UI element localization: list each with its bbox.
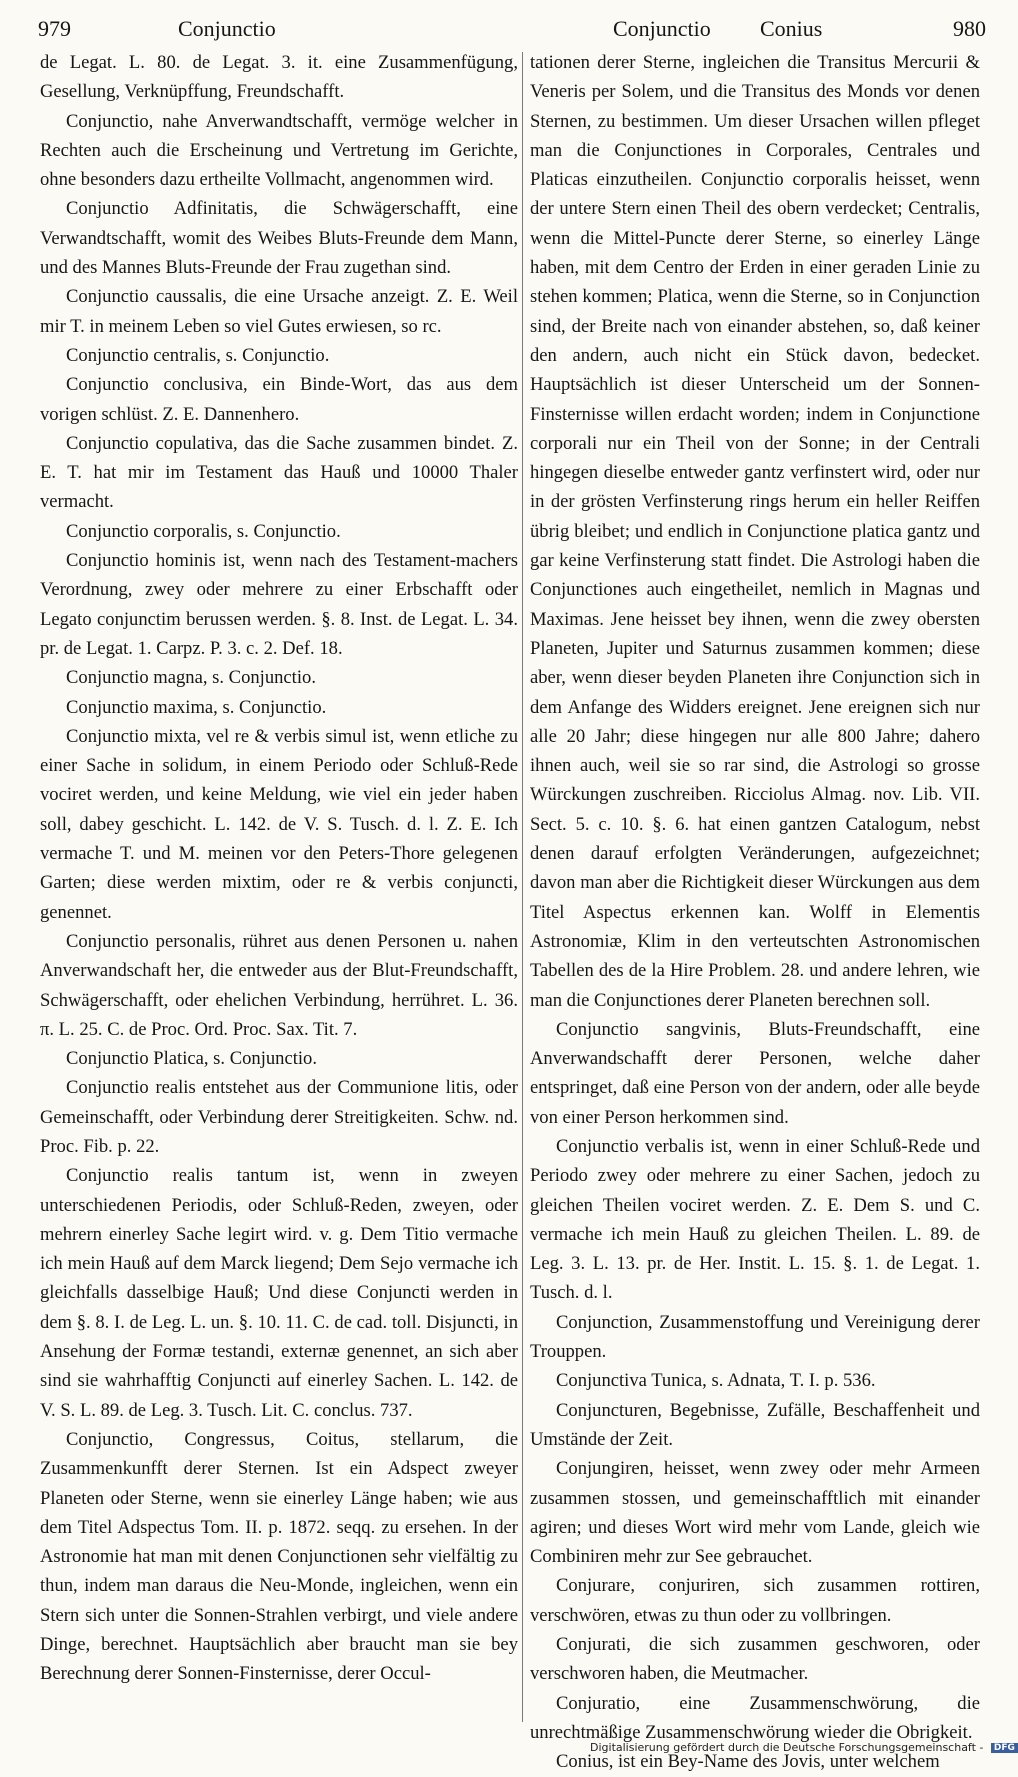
entry-paragraph: Conjunctio mixta, vel re & verbis simul ist, wenn etliche zu einer Sache in solidum, in einem Periodo oder Schluß-Rede vociret werden, und keine Meldung, wie viel ein jeder haben soll, dabey geschicht. L. 142. de V. S. Tusch. d. l. Z. E. Ich vermache T. und M. meinen vor den Peters-Thore gelegenen Garten; diese werden mixtim, oder re & verbis conjuncti, genennet. [40,725,518,923]
dfg-logo-badge: DFG [991,1743,1018,1753]
entry-paragraph: Conjurati, die sich zusammen geschworen, oder verschworen haben, die Meutmacher. [530,1634,980,1685]
entry-paragraph: Conjunctio hominis ist, wenn nach des Testament-machers Verordnung, zwey oder mehrere zu einer Erbschafft oder Legato conjunctim berussen werden. §. 8. Inst. de Legat. L. 34. pr. de Legat. 1. Carpz. P. 3. c. 2. Def. 18. [40,550,518,659]
entry-paragraph: tationen derer Sterne, ingleichen die Transitus Mercurii & Veneris per Solem, und die Transitus des Monds vor denen Sternen, zu bestimmen. Um dieser Ursachen willen pfleget man die Conjunctiones in Corporales, Centrales und Platicas einzutheilen. Conjunctio corporalis heisset, wenn der untere Stern einen Theil des obern verdecket; Centralis, wenn die Mittel-Puncte derer Sterne, so einerley Länge haben, mit dem Centro der Erden in einer geraden Linie zu stehen kommen; Platica, wenn die Sterne, so in Conjunction sind, der Breite nach von einander abstehen, so, daß keiner den andern, auch nicht ein Stück davon, bedecket. Hauptsächlich ist dieser Unterscheid um der Sonnen-Finsternisse willen erdacht worden; indem in Conjunctione corporali nur ein Theil von der Sonne; in der Centrali hingegen dieselbe entweder gantz verfinstert wird, oder nur in der grösten Verfinsterung rings herum ein heller Reiffen übrig bleibet; und endlich in Conjunctione platica gantz und gar keine Verfinsterung statt findet. Die Astrologi haben die Conjunctiones auch eingetheilet, nemlich in Magnas und Maximas. Jene heisset bey ihnen, wenn die zwey obersten Planeten, Jupiter und Saturnus zusammen kommen; diese aber, wenn dieser beyden Planeten ihre Conjunction sich in dem Anfange des Widders ereignet. Jene ereignen sich nur alle 20 Jahr; diese hingegen nur alle 800 Jahre; dahero ihnen auch, weil sie so rar sind, die Astrologi so grosse Würckungen zuschreiben. Ricciolus Almag. nov. Lib. VII. Sect. 5. c. 10. §. 6. hat einen gantzen Catalogum, nebst denen darauf erfolgten Veränderungen, aufgezeichnet; davon man aber die Richtigkeit dieser Würckungen aus dem Titel Aspectus erkennen kan. Wolff in Elementis Astronomiæ, Klim in den verteutschten Astronomischen Tabellen des de la Hire Problem. 28. und andere lehren, wie man die Conjunctiones derer Planeten berechnen soll. [530,52,980,1011]
right-running-title: Conjunctio [613,16,711,41]
entry-paragraph: Conjunctio, Congressus, Coitus, stellarum, die Zusammenkunfft derer Sternen. Ist ein Adspect zweyer Planeten oder Sterne, wenn sie einerley Länge haben; wie aus dem Titel Adspectus Tom. II. p. 1872. seqq. zu ersehen. In der Astronomie hat man mit denen Conjunctionen sehr vielfältig zu thun, indem man daraus die Neu-Monde, ingleichen, wenn ein Stern sich unter die Sonnen-Strahlen verbirgt, und viele andere Dinge, berechnet. Hauptsächlich aber braucht man sie bey Berechnung derer Sonnen-Finsternisse, derer Occul- [40,1428,518,1685]
entry-paragraph: Conjunction, Zusammenstoffung und Vereinigung derer Trouppen. [530,1311,980,1363]
entry-paragraph: Conjunctio, nahe Anverwandtschafft, vermöge welcher in Rechten auch die Erscheinung und Vertretung im Gerichte, ohne besonders dazu ertheilte Vollmacht, angenommen wird. [40,110,518,191]
entry-paragraph: Conjunctio Platica, s. Conjunctio. [66,1048,317,1070]
left-running-title: Conjunctio [178,16,276,41]
entry-paragraph: Conjunctio magna, s. Conjunctio. [66,667,316,689]
entry-paragraph: Conjunctio realis entstehet aus der Communione litis, oder Gemeinschafft, oder Verbindung derer Streitigkeiten. Schw. nd. Proc. Fib. p. 22. [40,1077,518,1157]
entry-paragraph: Conjunctio caussalis, die eine Ursache anzeigt. Z. E. Weil mir T. in meinem Leben so viel Gutes erwiesen, so rc. [40,286,518,337]
entry-paragraph: Conjunctio conclusiva, ein Binde-Wort, das aus dem vorigen schlüst. Z. E. Dannenhero. [40,374,518,425]
right-catchword: Conius [760,16,823,41]
entry-paragraph: Conjunctio maxima, s. Conjunctio. [66,696,327,718]
right-page-number: 980 [953,16,986,41]
column-divider [522,52,523,1722]
left-page-number: 979 [38,16,71,41]
entry-paragraph: Conjuncturen, Begebnisse, Zufälle, Beschaffenheit und Umstände der Zeit. [530,1399,980,1450]
entry-paragraph: Conjunctiva Tunica, s. Adnata, T. I. p. 536. [556,1370,876,1392]
footer-text: Digitalisierung gefördert durch die Deutsche Forschungsgemeinschaft - [590,1741,984,1754]
entry-paragraph: Conjunctio realis tantum ist, wenn in zweyen unterschiedenen Periodis, oder Schluß-Reden, zweyen, oder mehrern einerley Sache legirt wird. v. g. Dem Titio vermache ich mein Hauß auf dem Marck liegend; Dem Sejo vermache ich gleichfalls dasselbige Hauß; Und diese Conjuncti werden in dem §. 8. I. de Leg. L. un. §. 10. 11. C. de cad. toll. Disjuncti, in Ansehung der Formæ testandi, externæ genennet, an sich aber sind sie wahrhafftig Conjuncti auf einerley Sachen. L. 142. de V. S. L. 89. de Leg. 3. Tusch. Lit. C. conclus. 737. [40,1165,518,1421]
left-column [40,48,518,1728]
page-header [38,14,986,50]
entry-paragraph: Conjuratio, eine Zusammenschwörung, die unrechtmäßige Zusammenschwörung wieder die Obrigkeit. [530,1692,980,1743]
entry-paragraph: Conjunctio personalis, rühret aus denen Personen u. nahen Anverwandschaft her, die entweder aus der Blut-Freundschafft, Schwägerschafft, oder ehelichen Verbindung, herrühret. L. 36. π. L. 25. C. de Proc. Ord. Proc. Sax. Tit. 7. [40,930,518,1040]
entry-paragraph: Conjunctio verbalis ist, wenn in einer Schluß-Rede und Periodo zwey oder mehrere zu einer Sachen, jedoch zu gleichen Theilen vociret werden. Z. E. Dem S. und C. vermache ich mein Hauß zu gleichen Theilen. L. 89. de Leg. 3. L. 13. pr. de Her. Instit. L. 15. §. 1. de Legat. 1. Tusch. d. l. [530,1135,980,1304]
entry-paragraph: Conius, ist ein Bey-Name des Jovis, unter welchem [556,1751,940,1773]
digitization-footer [590,1741,1018,1754]
entry-paragraph: Conjurare, conjuriren, sich zusammen rottiren, verschwören, etwas zu thun oder zu vollbringen. [530,1575,980,1626]
entry-paragraph: Conjunctio centralis, s. Conjunctio. [66,344,330,366]
entry-paragraph: Conjunctio Adfinitatis, die Schwägerschafft, eine Verwandtschafft, womit des Weibes Bluts-Freunde dem Mann, und des Mannes Bluts-Freunde der Frau zugethan sind. [40,198,518,279]
entry-paragraph: Conjunctio copulativa, das die Sache zusammen bindet. Z. E. T. hat mir im Testament das Hauß und 10000 Thaler vermacht. [40,432,518,513]
entry-paragraph: Conjunctio sangvinis, Bluts-Freundschafft, eine Anverwandschafft derer Personen, welche daher entspringet, daß eine Person von der andern, oder alle beyde von einer Person herkommen sind. [530,1018,980,1128]
entry-paragraph: de Legat. L. 80. de Legat. 3. it. eine Zusammenfügung, Gesellung, Verknüpffung, Freundschafft. [40,52,518,103]
entry-paragraph: Conjunctio corporalis, s. Conjunctio. [66,520,341,542]
entry-paragraph: Conjungiren, heisset, wenn zwey oder mehr Armeen zusammen stossen, und gemeinschafftlich mit einander agiren; und dieses Wort wird mehr vom Lande, gleich wie Combiniren mehr zur See gebrauchet. [530,1458,980,1568]
